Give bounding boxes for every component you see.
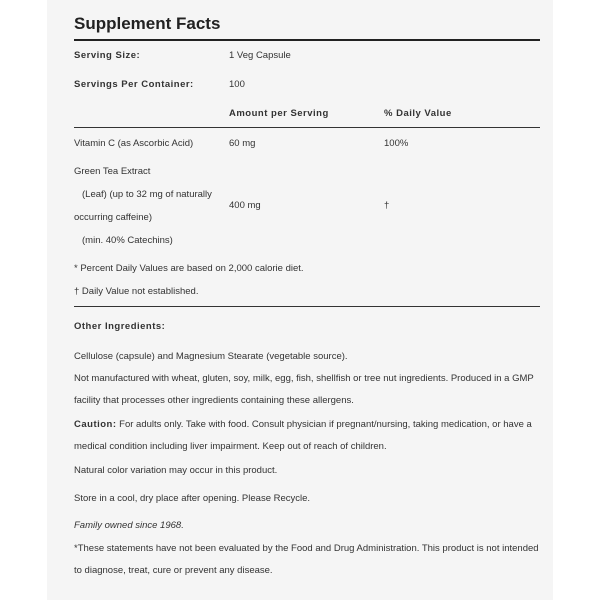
servings-per-container-label: Servings Per Container: (74, 79, 194, 90)
green-tea-detail-3: (min. 40% Catechins) (82, 235, 173, 246)
other-ingredients-heading: Other Ingredients: (74, 321, 166, 332)
serving-size-value: 1 Veg Capsule (229, 50, 291, 61)
title-divider (74, 39, 540, 41)
green-tea-amount: 400 mg (229, 200, 261, 211)
green-tea-detail-2: occurring caffeine) (74, 212, 152, 223)
supplement-facts-panel (47, 0, 553, 600)
dv-not-established-footnote: † Daily Value not established. (74, 286, 199, 297)
color-variation-note: Natural color variation may occur in this product. (74, 465, 278, 476)
serving-size-label: Serving Size: (74, 50, 141, 61)
footnote-divider (74, 306, 540, 307)
vitamin-c-amount: 60 mg (229, 138, 256, 149)
servings-per-container-value: 100 (229, 79, 245, 90)
fda-disclaimer: *These statements have not been evaluated by the Food and Drug Administration. This product is not intended to diagnose, treat, cure or prevent any disease. (74, 543, 539, 576)
vitamin-c-name: Vitamin C (as Ascorbic Acid) (74, 138, 194, 149)
allergen-statement: Not manufactured with wheat, gluten, soy, milk, egg, fish, shellfish or tree nut ingredients. Produced in a GMP facility that processes other ingredients containing these allergens. (74, 373, 534, 406)
green-tea-detail-1: (Leaf) (up to 32 mg of naturally (82, 189, 212, 200)
family-owned-note: Family owned since 1968. (74, 520, 184, 531)
daily-value-header: % Daily Value (384, 108, 452, 119)
caution-label: Caution: (74, 419, 117, 430)
vitamin-c-dv: 100% (384, 138, 409, 149)
percent-dv-footnote: * Percent Daily Values are based on 2,000 calorie diet. (74, 263, 304, 274)
caution-statement (74, 414, 540, 458)
header-divider (74, 127, 540, 128)
green-tea-name: Green Tea Extract (74, 166, 151, 177)
ingredients-list: Cellulose (capsule) and Magnesium Stearate (vegetable source). (74, 351, 348, 362)
panel-title: Supplement Facts (74, 14, 221, 33)
caution-text: For adults only. Take with food. Consult physician if pregnant/nursing, taking medication, or have a medical condition including liver impairment. Keep out of reach of children. (74, 419, 532, 452)
amount-header: Amount per Serving (229, 108, 329, 119)
storage-note: Store in a cool, dry place after opening. Please Recycle. (74, 493, 311, 504)
green-tea-dv: † (384, 200, 390, 211)
